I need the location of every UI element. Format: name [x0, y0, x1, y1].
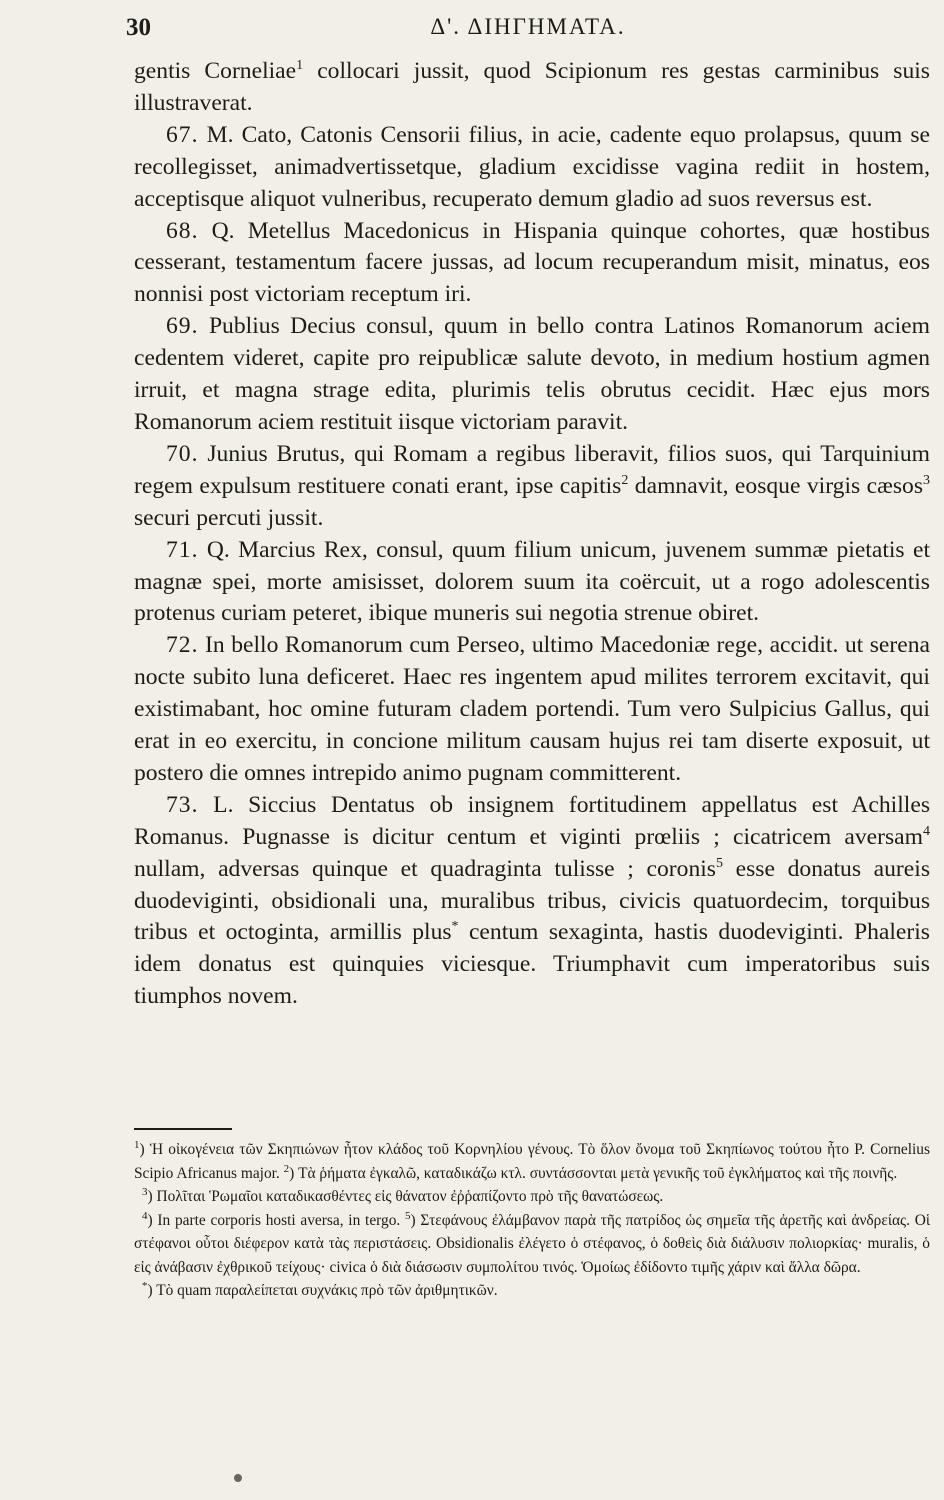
footnotes [134, 1138, 930, 1303]
footnote-marker: 1 [296, 58, 304, 74]
main-text [134, 56, 930, 1013]
footnote-text: Στεφάνους ἐλάμβανον παρὰ τῆς πατρίδος ὡς σημεῖα τῆς ἀρετῆς καὶ ἀνδρείας. Οἱ στέφανοι οὗτοι διέφερον κατὰ τὰς περιστάσεις. Obsidionalis ἐλέγετο ὁ στέφανος, ὁ δοθεὶς διὰ διάλυσιν πολιορκίας· muralis, ὁ εἰς ἀνάβασιν ἐχθρικοῦ τείχους· civica ὁ διὰ διάσωσιν συμπολίτου τινός. Ὁμοίως ἐδίδοντο τιμῆς χάριν καὶ ἄλλα δῶρα. [134, 1211, 930, 1276]
paragraph-number: 68. [166, 217, 199, 244]
footnote-text: Πολῖται Ῥωμαῖοι καταδικασθέντες εἰς θάνατον ἐῤῥαπίζοντο πρὸ τῆς θανατώσεως. [152, 1188, 664, 1205]
footnote-1: $^1$) Ἡ οἰκογένεια τῶν Σκηπιώνων ἦτον κλάδος τοῦ Κορνηλίου γένους. Τὸ ὅλον ὄνομα τοῦ Σκηπίωνος τούτου ἦτο P. Cornelius Scipio Africanus major. $^2$) Τὰ ῥήματα ἐγκαλῶ, καταδικάζω κτλ. συντάσσονται μετὰ γενικῆς τοῦ ἐγκλήματος καὶ τῆς ποινῆς. [134, 1138, 930, 1182]
paragraph-text: gentis Corneliae [134, 58, 297, 84]
paragraph-text: Junius Brutus, qui Romam a regibus liberavit, filios suos, qui Tarquinium regem expulsum restituere conati erant, ipse capitis [134, 440, 930, 499]
footnote-marker: 4 [923, 823, 930, 839]
paragraph-number: 72. [166, 632, 199, 659]
footnote-text: Ἡ οἰκογένεια τῶν Σκηπιώνων ἦτον κλάδος τοῦ Κορνηλίου γένους. Τὸ ὅλον ὄνομα τοῦ Σκηπίωνος τούτου ἦτο P. Cornelius Scipio Africanus major. [134, 1141, 930, 1182]
running-title: Δ'. ΔΙΗΓΗΜΑΤΑ. [430, 14, 626, 39]
footnote-number: 1 [134, 1138, 140, 1151]
paragraph-text: collocari jussit, quod Scipionum res gestas carminibus suis illustraverat. [134, 58, 930, 116]
paragraph-72 [134, 630, 930, 790]
footnote-number: 3 [142, 1185, 148, 1198]
paragraph-number: 70. [166, 440, 199, 467]
footnote-marker: * [451, 919, 459, 935]
footnote-rule [134, 1128, 232, 1130]
paragraph-67 [134, 120, 930, 216]
paragraph-text: Q. Marcius Rex, consul, quum filium unicum, juvenem summæ pietatis et magnæ spei, morte amisisset, dolorem suum ita coërcuit, ut a rogo adolescentis protenus curiam peteret, ibique muneris sui negotia strenue obiret. [134, 536, 930, 627]
footnote-number: * [142, 1279, 148, 1292]
paragraph-text: centum sexaginta, hastis duodeviginti. Phaleris idem donatus est quinquies viciesque. Triumphavit cum imperatoribus suis tiumphos novem. [134, 919, 930, 1010]
paragraph-continuation [134, 56, 930, 120]
footnote-3: $^3$) Πολῖται Ῥωμαῖοι καταδικασθέντες εἰς θάνατον ἐῤῥαπίζοντο πρὸ τῆς θανατώσεως. [142, 1185, 664, 1205]
footnote-number: 4 [142, 1209, 148, 1222]
paragraph-text: Publius Decius consul, quum in bello contra Latinos Romanorum aciem cedentem videret, capite pro reipublicæ salute devoto, in medium hostium agmen irruit, et magna strage edita, plurimis telis obrutus cecidit. Hæc ejus mors Romanorum aciem restituit iisque victoriam paravit. [134, 313, 930, 435]
paragraph-text: Q. Metellus Macedonicus in Hispania quinque cohortes, quæ hostibus cesserant, testamentum facere jussas, ad locum recuperandum misit, minatus, eos nonnisi post victoriam receptum iri. [134, 217, 930, 308]
footnote-marker: 3 [923, 472, 931, 488]
paragraph-70 [134, 439, 930, 535]
paragraph-number: 71. [166, 536, 199, 563]
paragraph-69 [134, 311, 930, 439]
footnote-number: 5 [405, 1209, 411, 1222]
footnote-text: Τὰ ῥήματα ἐγκαλῶ, καταδικάζω κτλ. συντάσσονται μετὰ γενικῆς τοῦ ἐγκλήματος καὶ τῆς ποινῆς. [294, 1164, 898, 1182]
footnote-marker: 5 [715, 855, 723, 871]
paragraph-text: securi percuti jussit. [134, 504, 324, 531]
paragraph-text: L. Siccius Dentatus ob insignem fortitudinem appellatus est Achilles Romanus. Pugnasse is dicitur centum et viginti prœliis ; cicatricem aversam [134, 791, 930, 850]
ink-spot [234, 1474, 242, 1482]
paragraph-text: M. Cato, Catonis Censorii filius, in acie, cadente equo prolapsus, quum se recollegisset, animadvertissetque, gladium excidisse vagina rediit in hostem, acceptisque aliquot vulneribus, recuperato demum gladio ad suos reversus est. [134, 121, 930, 212]
footnote-text: Τὸ quam παραλείπεται συχνάκις πρὸ τῶν ἀριθμητικῶν. [152, 1282, 498, 1299]
paragraph-number: 69. [166, 313, 199, 340]
footnote-star: *) Τὸ quam παραλείπεται συχνάκις πρὸ τῶν ἀριθμητικῶν. [142, 1279, 498, 1299]
paragraph-number: 67. [166, 121, 199, 148]
footnote-text: In parte corporis hosti aversa, in tergo. [152, 1211, 401, 1229]
paragraph-text: In bello Romanorum cum Perseo, ultimo Macedoniæ rege, accidit. ut serena nocte subito luna deficeret. Haec res ingentem apud milites terrorem excitavit, qui existimabant, hoc omine futuram cladem portendi. Tum vero Sulpicius Gallus, qui erat in eo exercitu, in concione militum causam hujus rei tam diserte exposuit, ut postero die omnes intrepido animo pugnam committerent. [134, 632, 930, 786]
page-number: 30 [126, 14, 151, 41]
paragraph-71 [134, 535, 930, 631]
page-header [126, 10, 930, 44]
footnote-marker: 2 [621, 472, 629, 488]
footnote-4: $^4$) In parte corporis hosti aversa, in tergo. $^5$) Στεφάνους ἐλάμβανον παρὰ τῆς πατρίδος ὡς σημεῖα τῆς ἀρετῆς καὶ ἀνδρείας. Οἱ στέφανοι οὗτοι διέφερον κατὰ τὰς περιστάσεις. Obsidionalis ἐλέγετο ὁ στέφανος, ὁ δοθεὶς διὰ διάλυσιν πολιορκίας· muralis, ὁ εἰς ἀνάβασιν ἐχθρικοῦ τείχους· civica ὁ διὰ διάσωσιν συμπολίτου τινός. Ὁμοίως ἐδίδοντο τιμῆς χάριν καὶ ἄλλα δῶρα. [134, 1209, 930, 1276]
paragraph-68 [134, 216, 930, 312]
paragraph-number: 73. [166, 791, 199, 818]
footnote-number: 2 [283, 1162, 290, 1175]
paragraph-text: nullam, adversas quinque et quadraginta tulisse ; coronis [134, 855, 716, 882]
paragraph-73 [134, 790, 930, 1013]
paragraph-text: damnavit, eosque virgis cæsos [628, 472, 924, 499]
paragraph-text: esse donatus aureis duodeviginti, obsidionali una, muralibus tribus, civicis quatuordecim, torquibus tribus et octoginta, armillis plus [134, 855, 930, 946]
